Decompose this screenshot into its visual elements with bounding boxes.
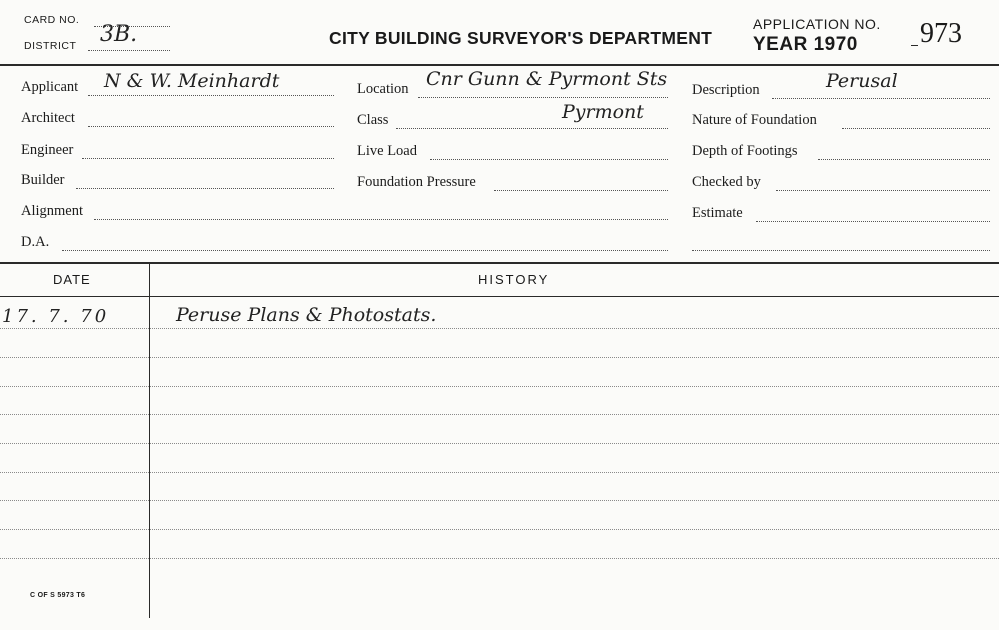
alignment-line [94, 219, 668, 220]
nature-of-foundation-label: Nature of Foundation [692, 112, 817, 128]
location-label: Location [357, 81, 409, 97]
engineer-label: Engineer [21, 142, 74, 158]
description-label: Description [692, 82, 760, 98]
estimate-line [756, 221, 990, 222]
location-value-line2: Pyrmont [562, 101, 644, 123]
location-line [418, 97, 668, 98]
architect-label: Architect [21, 110, 75, 126]
history-header: HISTORY [478, 272, 550, 287]
table-row-rule [0, 472, 999, 473]
blank-right-line [692, 250, 990, 251]
application-no-value: 973 [920, 18, 962, 49]
form-code: C OF S 5973 T6 [30, 592, 86, 599]
foundation-pressure-label: Foundation Pressure [357, 174, 476, 190]
table-row-rule [0, 529, 999, 530]
description-line [772, 98, 990, 99]
table-row-rule [0, 500, 999, 501]
description-value: Perusal [826, 70, 898, 92]
year-label: YEAR 1970 [753, 34, 858, 55]
depth-of-footings-label: Depth of Footings [692, 143, 798, 159]
location-value: Cnr Gunn & Pyrmont Sts [426, 68, 668, 90]
live-load-label: Live Load [357, 143, 417, 159]
engineer-line [82, 158, 334, 159]
table-row-rule [0, 328, 999, 329]
builder-line [76, 188, 334, 189]
table-row-rule [0, 386, 999, 387]
district-label: DISTRICT [24, 40, 77, 52]
district-value: 3B. [100, 22, 138, 47]
table-row-rule [0, 443, 999, 444]
class-label: Class [357, 112, 389, 128]
class-line [396, 128, 668, 129]
table-row-rule [0, 558, 999, 559]
applicant-label: Applicant [21, 79, 79, 95]
checked-by-label: Checked by [692, 174, 761, 190]
applicant-value: N & W. Meinhardt [104, 70, 280, 92]
estimate-label: Estimate [692, 205, 743, 221]
builder-label: Builder [21, 172, 65, 188]
table-row-rule [0, 414, 999, 415]
card-no-label: CARD NO. [24, 14, 80, 26]
application-no-label: APPLICATION NO. [753, 16, 881, 32]
da-label: D.A. [21, 234, 50, 250]
da-line [62, 250, 668, 251]
depth-of-footings-line [818, 159, 990, 160]
nature-of-foundation-line [842, 128, 990, 129]
district-line [88, 50, 170, 51]
checked-by-line [776, 190, 990, 191]
foundation-pressure-line [494, 190, 668, 191]
department-title: CITY BUILDING SURVEYOR'S DEPARTMENT [329, 28, 713, 48]
alignment-label: Alignment [21, 203, 84, 219]
live-load-line [430, 159, 668, 160]
header-rule [0, 64, 999, 66]
table-row-rule [0, 357, 999, 358]
app-no-dash [911, 45, 918, 46]
applicant-line [88, 95, 334, 96]
date-header: DATE [53, 272, 91, 287]
architect-line [88, 126, 334, 127]
history-entry-date: 17. 7. 70 [2, 306, 110, 327]
history-column-divider [149, 264, 150, 618]
history-entry-text: Peruse Plans & Photostats. [176, 304, 437, 326]
